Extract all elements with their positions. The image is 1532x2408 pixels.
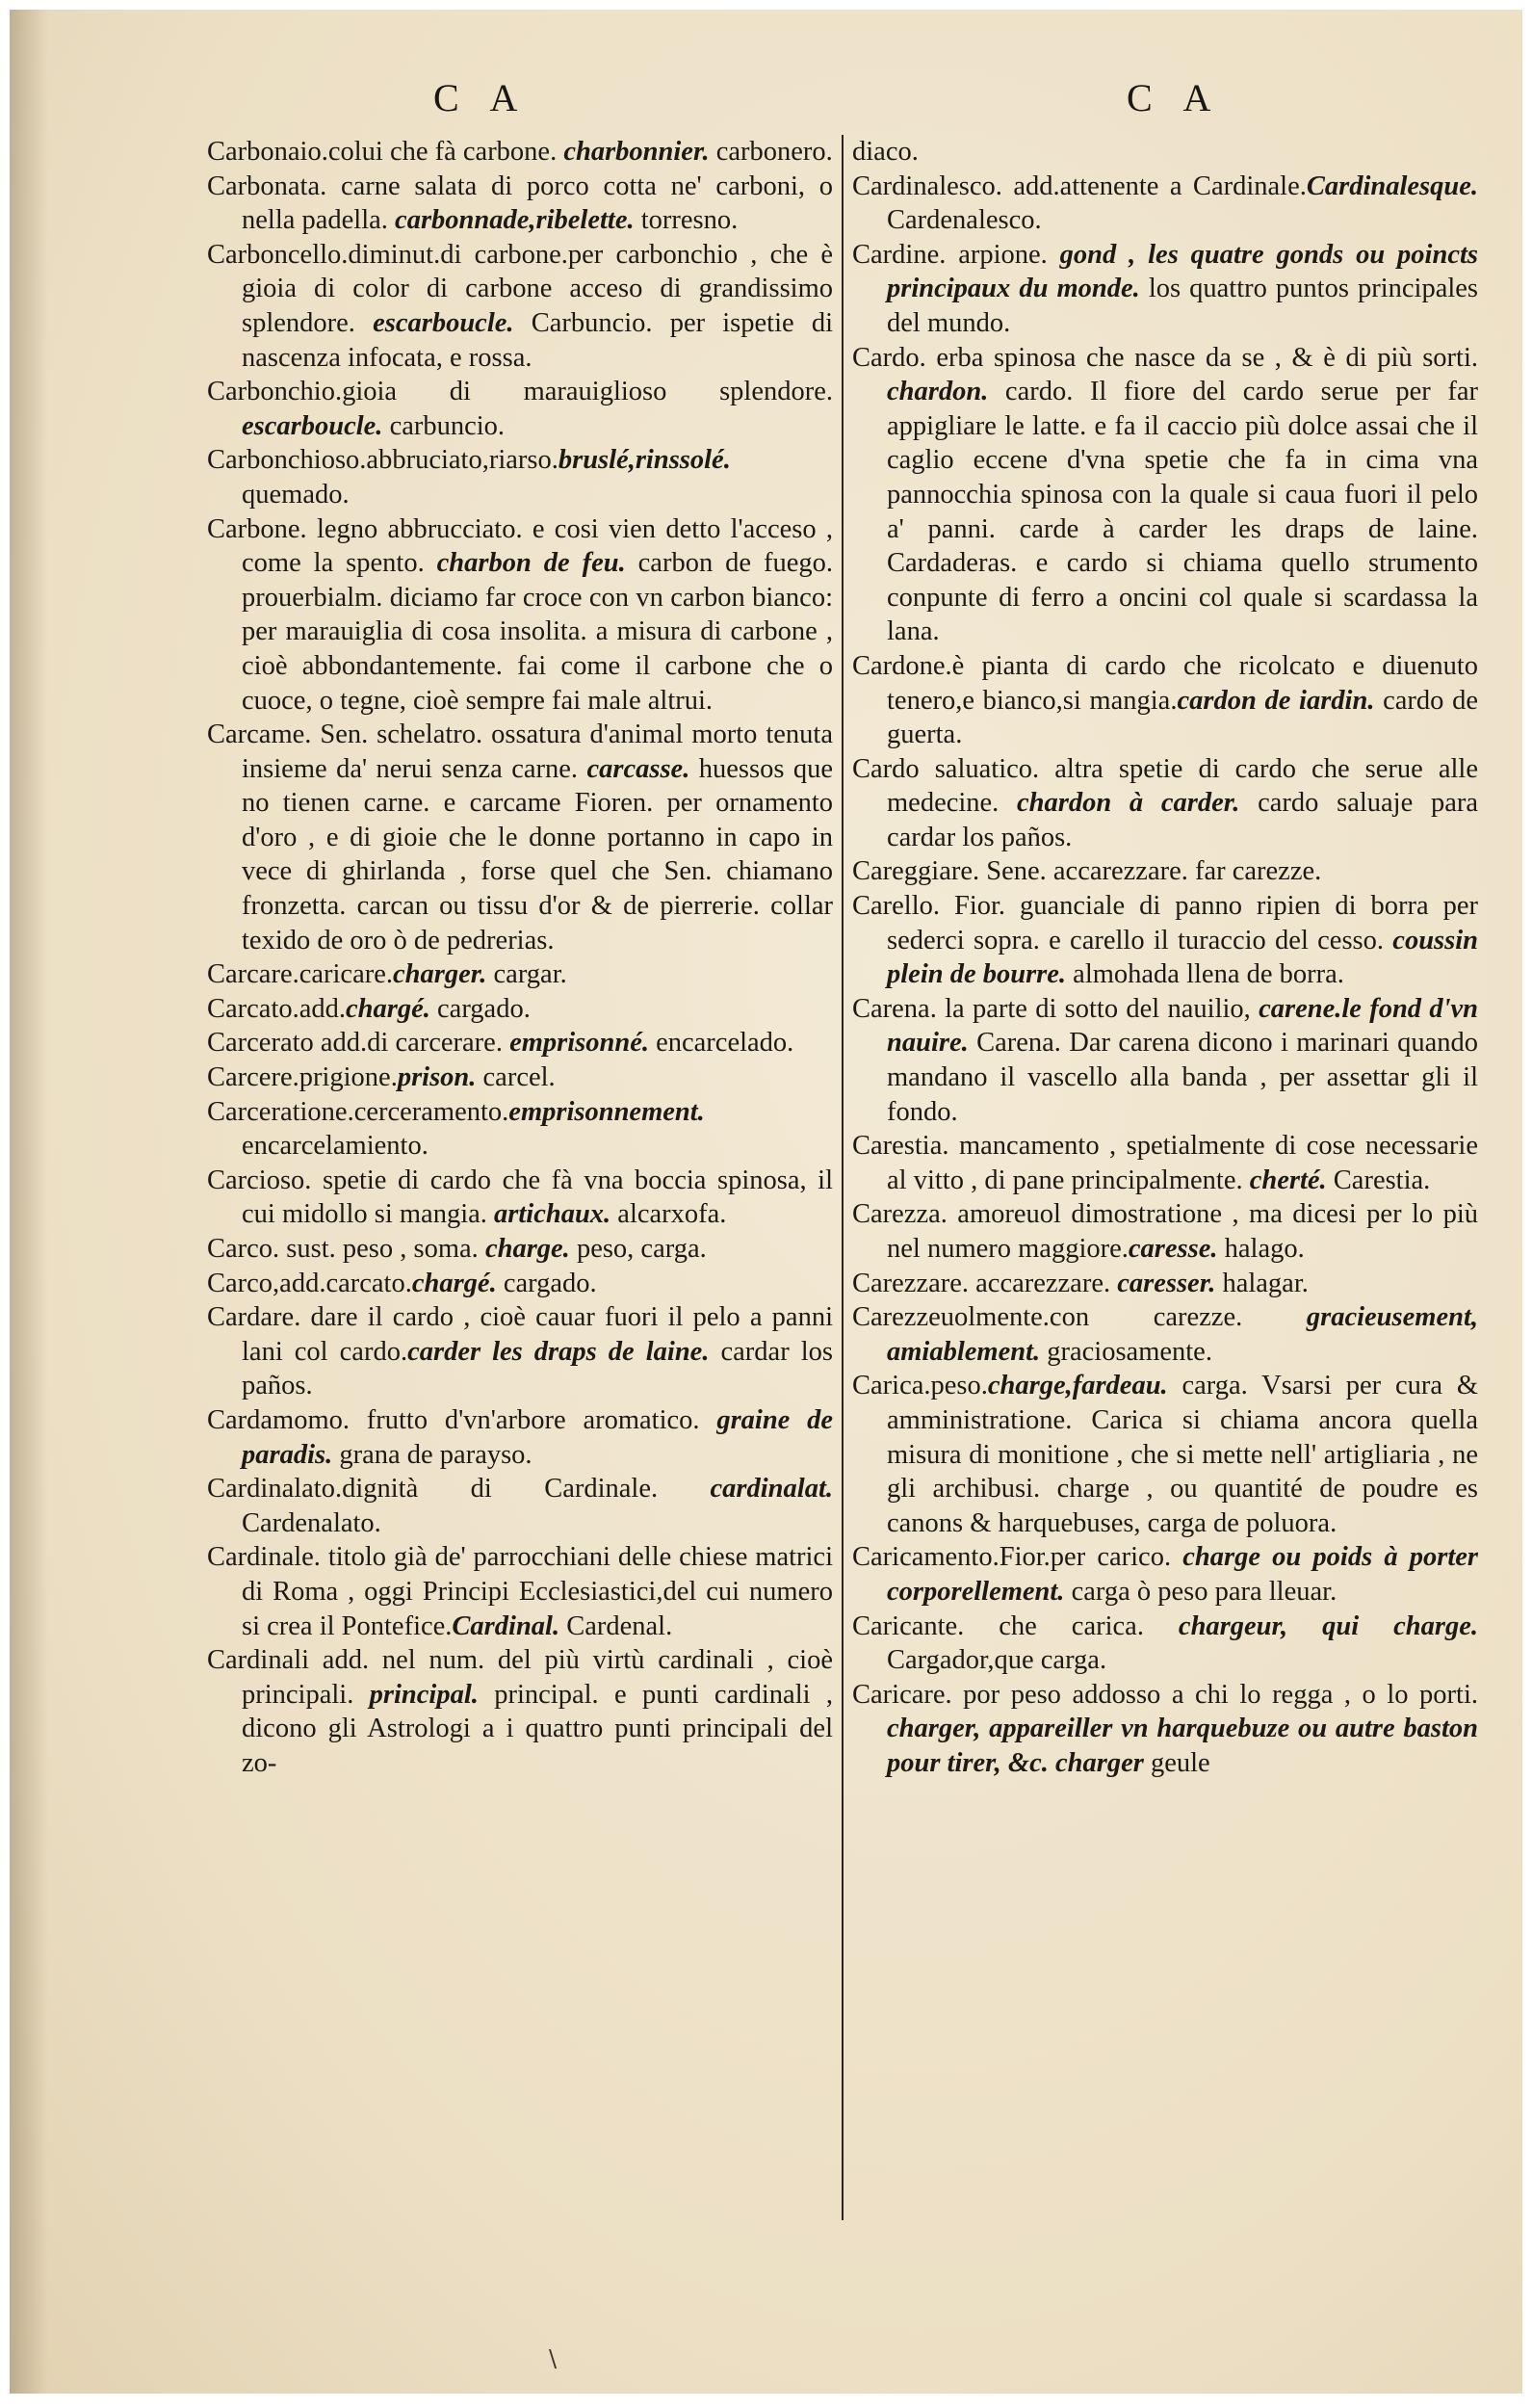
entry-italian: Cardinalesco. add.attenente a Cardinale. (852, 170, 1307, 201)
entry-spanish: carga ò peso para lleuar. (1064, 1576, 1337, 1607)
entry-italian: Carbonchio.gioia di marauiglioso splendore. (207, 377, 833, 407)
entry-french: cherté. (1249, 1165, 1327, 1195)
dictionary-entry (852, 1129, 1478, 1197)
entry-italian: Carestia. mancamento , spetialmente di cose necessarie al vitto , di pane principalmente. (852, 1131, 1478, 1195)
dictionary-entry (207, 238, 833, 375)
dictionary-entry (852, 170, 1478, 238)
dictionary-entry (207, 1232, 833, 1267)
entry-italian: Carbonata. carne salata di porco cotta ne' carboni, o nella padella. (207, 170, 833, 236)
entry-french: chargé. (411, 1268, 497, 1298)
entry-spanish: Carestia. (1326, 1165, 1431, 1195)
entry-italian: Carello. Fior. guanciale di panno ripien di borra per sederci sopra. e carello il turaccio del cesso. (852, 891, 1478, 955)
entry-french: emprisonnement. (508, 1096, 705, 1127)
entry-spanish: carbon de fuego. prouerbialm. diciamo far croce con vn carbon bianco: per marauiglia di cosa insolita. a misura di carbone , cioè abbondantemente. fai come il carbone che o cuoce, o tegne, cioè sempre fai male altrui. (242, 548, 833, 716)
entry-spanish: graciosamente. (1040, 1336, 1212, 1367)
dictionary-entry (207, 1164, 833, 1232)
column-rule (842, 135, 844, 2220)
dictionary-entry (852, 1197, 1478, 1266)
dictionary-entry (852, 752, 1478, 855)
entry-spanish: alcarxofa. (610, 1199, 727, 1230)
entry-french: chargeur, qui charge. (1178, 1610, 1478, 1641)
entry-french: carbonnade,ribelette. (395, 205, 635, 236)
entry-spanish: cardar los paños. (242, 1336, 833, 1401)
entry-italian: Cardare. dare il cardo , cioè cauar fuori il pelo a panni lani col cardo. (207, 1302, 833, 1367)
entry-italian: Careggiare. Sene. accarezzare. far carezze. (852, 856, 1322, 887)
dictionary-entry (852, 649, 1478, 752)
dictionary-entry (852, 135, 1478, 170)
entry-italian: Carica.peso. (852, 1371, 988, 1401)
dictionary-entry (207, 170, 833, 238)
entry-italian: Carcare.caricare. (207, 959, 393, 990)
entry-spanish: principal. e punti cardinali , dicono gli Astrologi a i quattro punti principali del zo- (242, 1679, 833, 1778)
dictionary-entry (207, 992, 833, 1027)
entry-french: caresse. (1128, 1234, 1218, 1264)
entry-spanish: cargado. (429, 993, 531, 1024)
entry-italian: Caricante. che carica. (852, 1610, 1179, 1641)
entry-spanish: huessos que no tienen carne. e carcame Fioren. per ornamento d'oro , e di gioie che le donne portanno in capo in vece di ghirlanda , forse quel che Sen. chiamano fronzetta. carcan ou tissu d'or & de pierrerie. collar texido de oro ò de pedrerias. (242, 753, 833, 955)
dictionary-entry (852, 992, 1478, 1129)
book-page (10, 10, 1522, 2394)
entry-spanish: Carbuncio. per ispetie di nascenza infocata, e rossa. (242, 307, 833, 373)
entry-french: gracieusement, amiablement. (887, 1302, 1478, 1367)
entry-spanish: geule (1143, 1747, 1210, 1778)
dictionary-entry (852, 1300, 1478, 1369)
entry-italian: Carco,add.carcato. (207, 1268, 412, 1298)
entry-italian: Cardinale. titolo già de' parrocchiani delle chiese matrici di Roma , oggi Principi Ecclesiastici,del cui numero si crea il Pontefice. (207, 1542, 833, 1641)
entry-french: charge. (484, 1234, 570, 1264)
entry-italian: Cardinali add. nel num. del più virtù cardinali , cioè principali. (207, 1645, 833, 1710)
dictionary-entry (207, 1060, 833, 1095)
dictionary-entry (852, 1678, 1478, 1781)
entry-italian: Cardine. arpione. (852, 239, 1060, 270)
dictionary-entry (207, 1540, 833, 1643)
entry-spanish: quemado. (242, 479, 350, 510)
entry-spanish: Cardenal. (559, 1610, 673, 1641)
entry-italian: Cardamomo. frutto d'vn'arbore aromatico. (207, 1404, 717, 1435)
entry-spanish: carcel. (476, 1062, 556, 1093)
dictionary-entry (207, 1026, 833, 1060)
entry-french: escarboucle. (242, 410, 383, 441)
entry-french: charge ou poids à porter corporellement. (887, 1542, 1478, 1607)
dictionary-entry (207, 1403, 833, 1472)
page-edge-shadow (10, 10, 48, 2394)
entry-italian: Carcioso. spetie di cardo che fà vna boccia spinosa, il cui midollo si mangia. (207, 1165, 833, 1230)
entry-italian: Carezzeuolmente.con carezze. (852, 1302, 1307, 1333)
entry-spanish: halago. (1217, 1234, 1305, 1264)
entry-italian: Carcere.prigione. (207, 1062, 398, 1093)
entry-spanish: almohada llena de borra. (1066, 959, 1344, 990)
running-head-left: C A (433, 76, 530, 119)
entry-italian: Carcato.add. (207, 993, 347, 1024)
entry-french: carene.le fond d'vn nauire. (887, 993, 1479, 1059)
dictionary-entry (207, 718, 833, 957)
entry-spanish: cardo. Il fiore del cardo serue per far appigliare le latte. e fa il caccio più dolce assai che il caglio eccene d'vna spetie che fa in cima vna pannocchia spinosa con la quale si caua fuori il pelo a' panni. carde à carder les draps de laine. Cardaderas. e cardo si chiama quello strumento conpunte di ferro a oncini col quale si scardassa la lana. (887, 377, 1478, 647)
entry-french: chargé. (346, 993, 430, 1024)
entry-spanish: torresno. (634, 205, 739, 236)
entry-french: cardinalat. (710, 1474, 833, 1505)
entry-italian: Cardo. erba spinosa che nasce da se , & è di più sorti. (852, 342, 1478, 373)
dictionary-entry (852, 889, 1478, 992)
entry-italian: Carcame. Sen. schelatro. ossatura d'animal morto tenuta insieme da' nerui senza carne. (207, 720, 833, 784)
entry-spanish: encarcelado. (648, 1028, 794, 1059)
dictionary-entry (852, 341, 1478, 649)
entry-spanish: halagar. (1215, 1268, 1309, 1298)
dictionary-entry (207, 512, 833, 719)
right-column (852, 135, 1478, 1781)
entry-french: cardon de iardin. (1177, 685, 1375, 716)
dictionary-entry (852, 1540, 1478, 1609)
entry-french: carcasse. (586, 753, 690, 784)
entry-italian: Carco. sust. peso , soma. (207, 1234, 485, 1264)
dictionary-entry (852, 1267, 1478, 1301)
entry-italian: Cardone.è pianta di cardo che ricolcato e diuenuto tenero,e bianco,si mangia. (852, 650, 1478, 716)
entry-french: prison. (397, 1062, 477, 1093)
dictionary-entry (852, 238, 1478, 341)
entry-spanish: los quattro puntos principales del mundo. (887, 274, 1479, 338)
entry-italian: diaco. (852, 137, 919, 167)
entry-french: chardon à carder. (1017, 788, 1240, 819)
entry-french: gond , les quatre gonds ou poincts principaux du monde. (887, 239, 1478, 304)
entry-spanish: carbuncio. (382, 410, 506, 441)
dictionary-entry (207, 135, 833, 170)
entry-spanish: cardo de guerta. (887, 685, 1478, 750)
bottom-mark: \ (549, 2345, 558, 2372)
entry-french: coussin plein de bourre. (887, 925, 1478, 990)
entry-italian: Caricamento.Fior.per carico. (852, 1542, 1183, 1573)
entry-french: chardon. (887, 377, 989, 407)
entry-french: charger. (393, 959, 487, 990)
entry-french: Cardinal. (452, 1610, 560, 1641)
entry-italian: Carboncello.diminut.di carbone.per carbonchio , che è gioia di color di carbone acceso di grandissimo splendore. (207, 239, 833, 338)
entry-french: charge,fardeau. (987, 1371, 1168, 1401)
entry-french: artichaux. (494, 1199, 611, 1230)
entry-french: caresser. (1117, 1268, 1216, 1298)
entry-french: escarboucle. (373, 307, 514, 338)
dictionary-entry (207, 443, 833, 511)
entry-french: emprisonné. (509, 1028, 649, 1059)
entry-italian: Caricare. por peso addosso a chi lo regga , o lo porti. (852, 1679, 1478, 1710)
entry-italian: Carbonaio.colui che fà carbone. (207, 137, 564, 167)
running-head-right: C A (1127, 76, 1223, 119)
entry-spanish: encarcelamiento. (242, 1131, 428, 1162)
entry-italian: Carcerato add.di carcerare. (207, 1028, 510, 1059)
entry-spanish: cargado. (496, 1268, 597, 1298)
entry-italian: Cardo saluatico. altra spetie di cardo che serue alle medecine. (852, 753, 1478, 819)
dictionary-entry (207, 1095, 833, 1164)
dictionary-entry (207, 1267, 833, 1301)
entry-spanish: cargar. (486, 959, 567, 990)
entry-french: charger, appareiller vn harquebuze ou autre baston pour tirer, &c. charger (887, 1714, 1478, 1778)
entry-italian: Cardinalato.dignità di Cardinale. (207, 1474, 711, 1505)
entry-spanish: grana de parayso. (332, 1439, 532, 1470)
dictionary-entry (852, 1610, 1478, 1678)
entry-french: charbonnier. (563, 137, 710, 167)
dictionary-entry (207, 375, 833, 443)
dictionary-entry (207, 957, 833, 992)
entry-spanish: Cargador,que carga. (887, 1645, 1107, 1676)
entry-italian: Carceratione.cerceramento. (207, 1096, 509, 1127)
entry-french: charbon de feu. (436, 548, 626, 579)
dictionary-entry (852, 854, 1478, 889)
entry-french: principal. (369, 1679, 479, 1710)
entry-italian: Carezzare. accarezzare. (852, 1268, 1118, 1298)
entry-spanish: Carena. Dar carena dicono i marinari quando mandano il vascello alla banda , per assettar gli il fondo. (887, 1028, 1478, 1127)
entry-spanish: Cardenalato. (242, 1507, 381, 1538)
entry-french: bruslé,rinssolé. (558, 445, 731, 476)
entry-italian: Carezza. amoreuol dimostratione , ma dicesi per lo più nel numero maggiore. (852, 1199, 1478, 1264)
dictionary-entry (207, 1300, 833, 1403)
entry-spanish: Cardenalesco. (887, 205, 1042, 236)
entry-italian: Carbonchioso.abbruciato,riarso. (207, 445, 558, 476)
entry-italian: Carena. la parte di sotto del nauilio, (852, 993, 1259, 1024)
entry-spanish: carbonero. (709, 137, 833, 167)
entry-french: Cardinalesque. (1306, 170, 1478, 201)
entry-spanish: carga. Vsarsi per cura & amministratione. Carica si chiama ancora quella misura di monitione , che si mette nell' artigliaria , ne gli archibusi. charge , ou quantité de poudre es canons & harquebuses, carga de poluora. (887, 1371, 1478, 1538)
entry-spanish: cardo saluaje para cardar los paños. (887, 788, 1478, 852)
entry-french: carder les draps de laine. (407, 1336, 710, 1367)
dictionary-entry (207, 1472, 833, 1540)
entry-italian: Carbone. legno abbrucciato. e cosi vien detto l'acceso , come la spento. (207, 513, 833, 579)
dictionary-entry (852, 1369, 1478, 1540)
entry-spanish: peso, carga. (569, 1234, 707, 1264)
dictionary-entry (207, 1643, 833, 1780)
entry-french: graine de paradis. (242, 1404, 833, 1470)
left-column (207, 135, 833, 1781)
